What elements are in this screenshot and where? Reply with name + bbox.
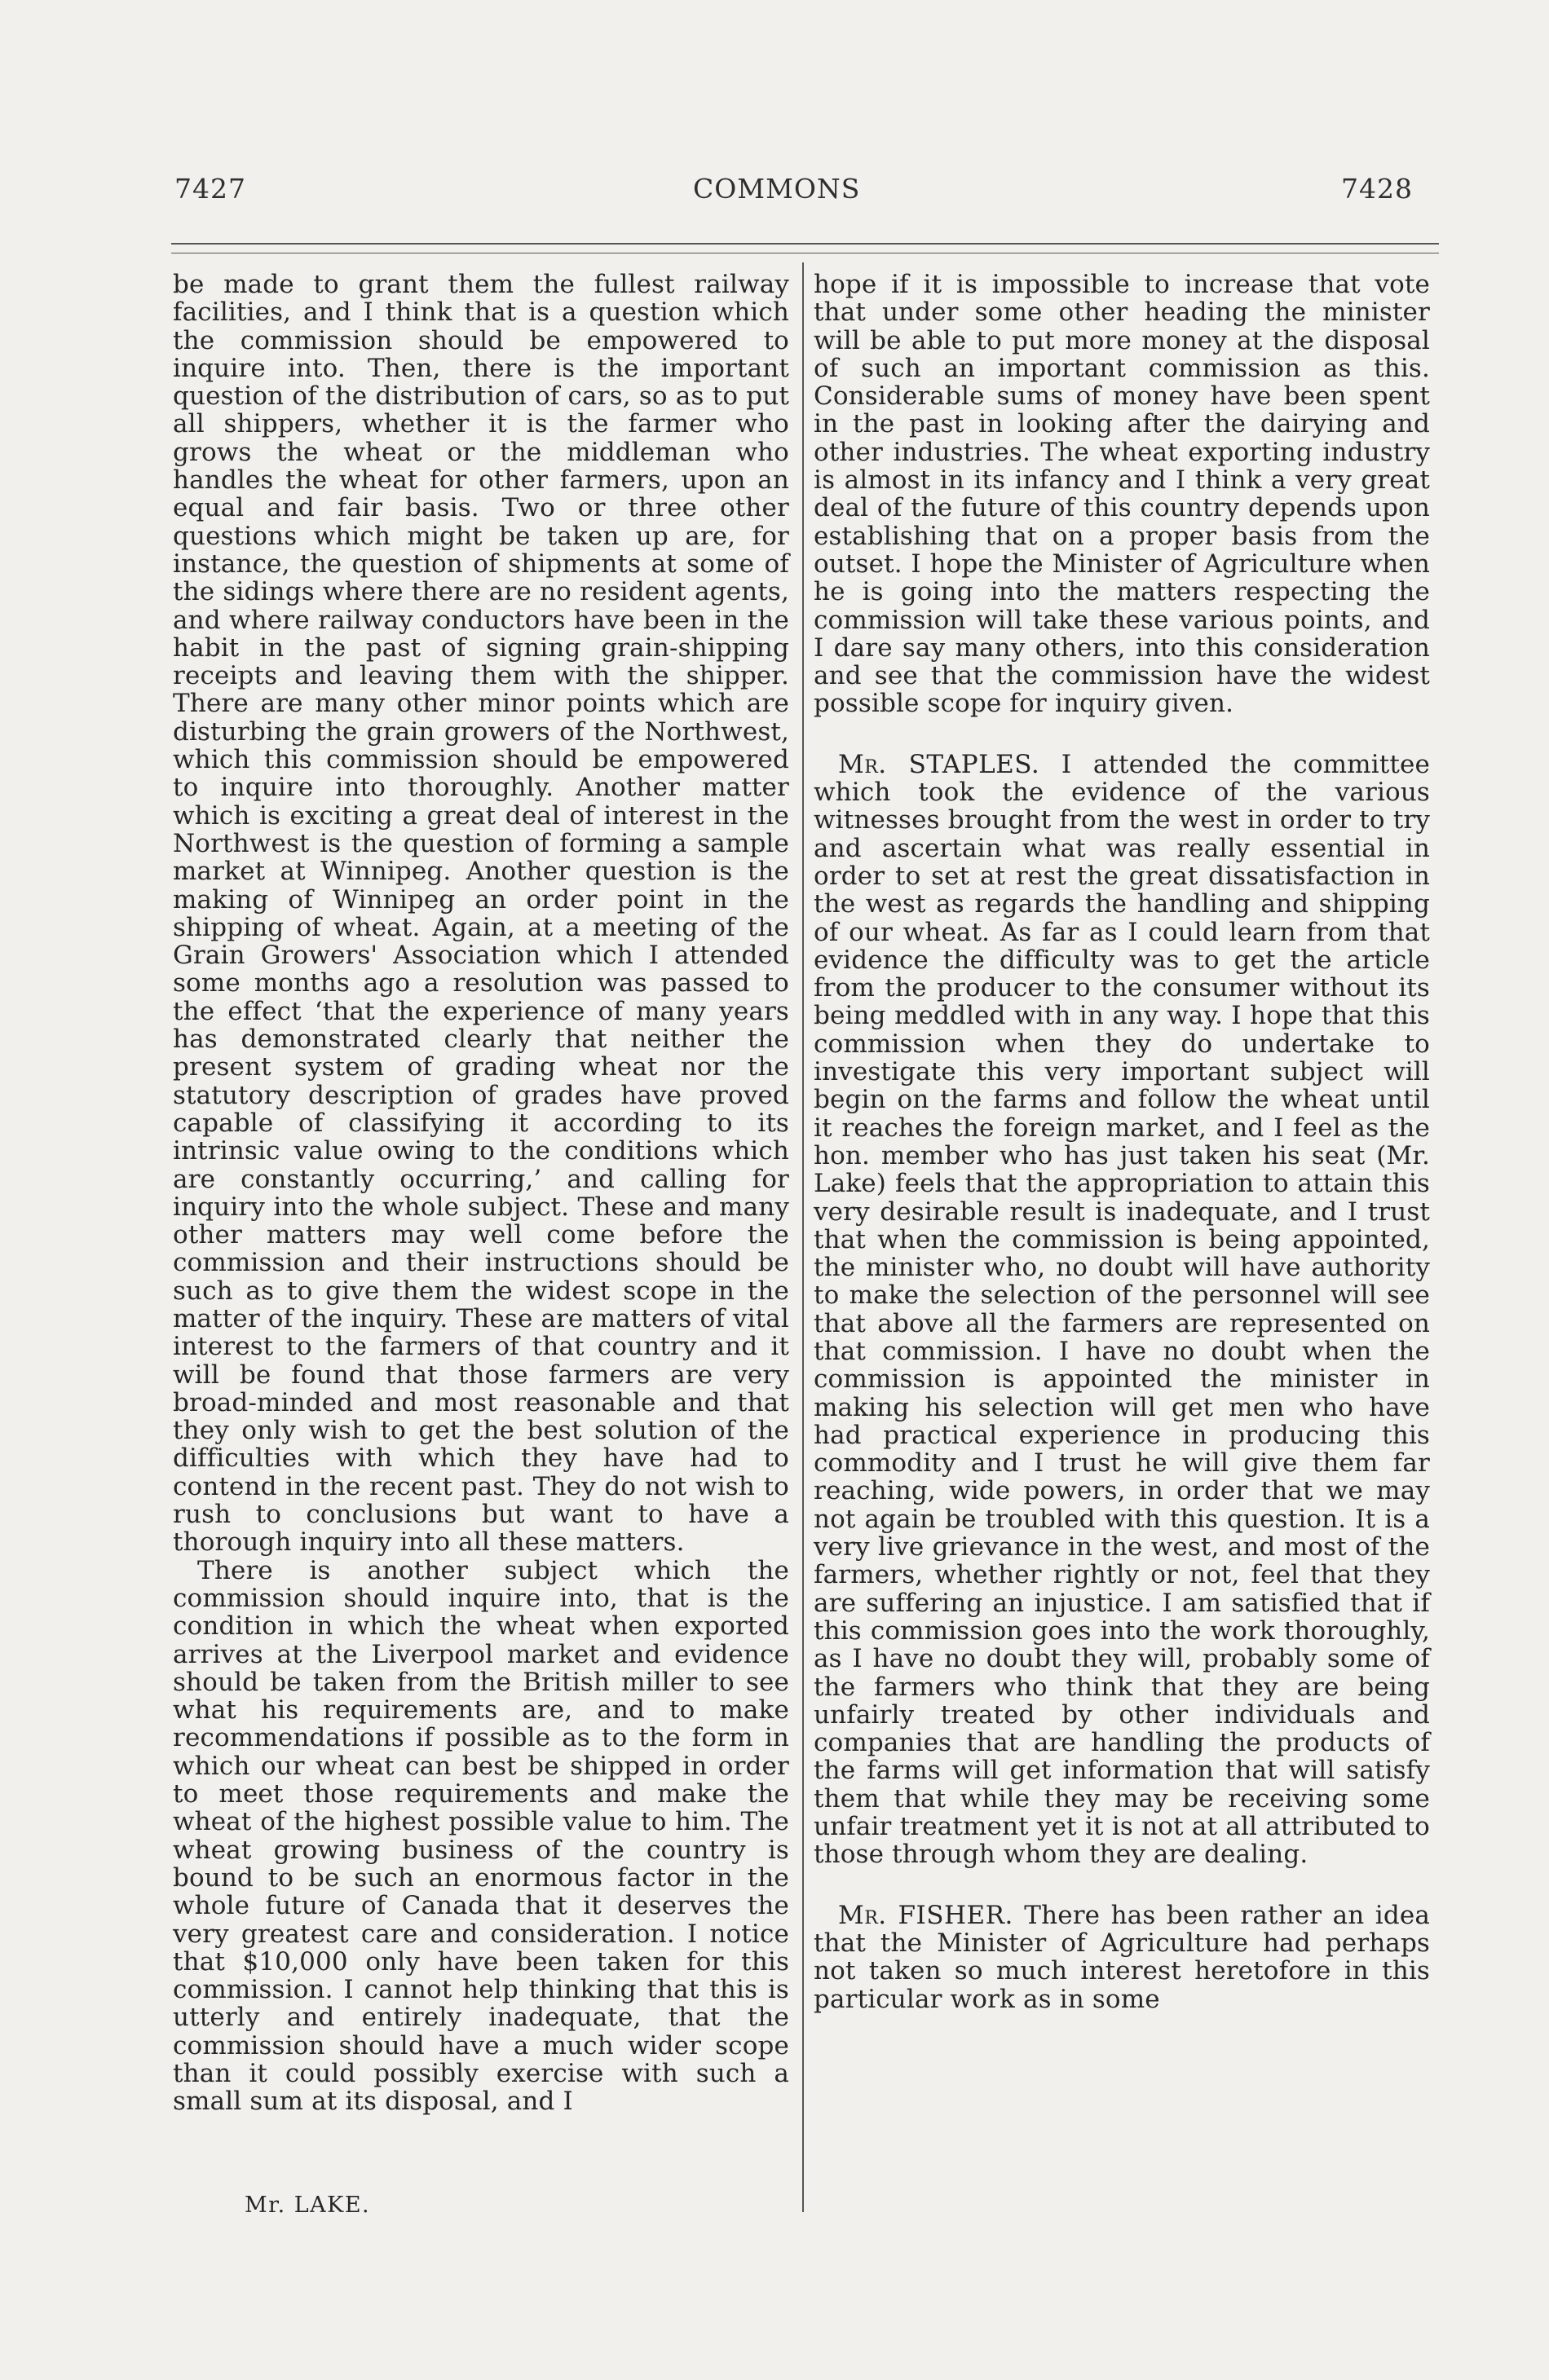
right-column [814, 271, 1430, 2013]
fisher-speech: There has been rather an idea that the Minister of Agriculture had perhaps not taken so much interest heretofore in this particular work as in some [814, 1900, 1430, 2014]
column-divider [802, 262, 804, 2212]
speaker-fisher: Mr. FISHER. [838, 1900, 1013, 1930]
staples-speech: I attended the committee which took the evidence of the various witnesses brought from the west in order to try and ascertain what was really essential in order to set at rest the great dissatisfaction in the west as regards the handling and shipping of our wheat. As far as I could learn from that evidence the difficulty was to get the article from the producer to the consumer without its being meddled with in any way. I hope that this commission when they do undertake to investigate this very important subject will begin on the farms and follow the wheat until it reaches the foreign market, and I feel as the hon. member who has just taken his seat (Mr. Lake) feels that the appropriation to attain this very desirable result is inadequate, and I trust that when the commission is being appointed, the minister who, no doubt will have authority to make the selection of the personnel will see that above all the farmers are represented on that commission. I have no doubt when the commission is appointed the minister in making his selection will get men who have had practical experience in producing this commodity and I trust he will give them far reaching, wide powers, in order that we may not again be troubled with this question. It is a very live grievance in the west, and most of the farmers, whether rightly or not, feel that they are suffering an injustice. I am satisfied that if this commission goes into the work thoroughly, as I have no doubt they will, probably some of the farmers who think that they are being unfairly treated by other individuals and companies that are handling the products of the farms will get information that will satisfy them that while they may be receiving some unfair treatment yet it is not at all attributed to those through whom they are dealing. [814, 749, 1430, 1870]
page-title: COMMONS [693, 173, 861, 205]
right-paragraph-2 [814, 751, 1430, 1869]
header-rule [171, 243, 1439, 245]
left-paragraph-1: be made to grant them the fullest railway facilities, and I think that is a question which the commission should be empowered to inquire into. Then, there is the important question of the distribution of cars, so as to put all shippers, whether it is the farmer who grows the wheat or the middleman who handles the wheat for other farmers, upon an equal and fair basis. Two or three other questions which might be taken up are, for instance, the question of shipments at some of the sidings where there are no resident agents, and where railway conductors have been in the habit in the past of signing grain-shipping receipts and leaving them with the shipper. There are many other minor points which are disturbing the grain growers of the Northwest, which this commission should be empowered to inquire into thoroughly. Another matter which is exciting a great deal of interest in the Northwest is the question of forming a sample market at Winnipeg. Another question is the making of Winnipeg an order point in the shipping of wheat. Again, at a meeting of the Grain Growers' Association which I attended some months ago a resolution was passed to the effect ‘that the experience of many years has demonstrated clearly that neither the present system of grading wheat nor the statutory description of grades have proved capable of classifying it according to its intrinsic value owing to the conditions which are constantly occurring,’ and calling for inquiry into the whole subject. These and many other matters may well come before the commission and their instructions should be such as to give them the widest scope in the matter of the inquiry. These are matters of vital interest to the farmers of that country and it will be found that those farmers are very broad-minded and most reasonable and that they only wish to get the best solution of the difficulties with which they have had to contend in the recent past. They do not wish to rush to conclusions but want to have a thorough inquiry into all these matters. [173, 270, 789, 1558]
left-column [173, 271, 789, 2116]
left-page-number: 7427 [174, 173, 246, 205]
speaker-staples: Mr. STAPLES. [838, 749, 1040, 779]
left-paragraph-2: There is another subject which the commission should inquire into, that is the condition in which the wheat when exported arrives at the Liverpool market and evidence should be taken from the British miller to see what his requirements are, and to make recommendations if possible as to the form in which our wheat can best be shipped in order to meet those requirements and make the wheat of the highest possible value to him. The wheat growing business of the country is bound to be such an enormous factor in the whole future of Canada that it deserves the very greatest care and consideration. I notice that $10,000 only have been taken for this commission. I cannot help thinking that this is utterly and entirely inadequate, that the commission should have a much wider scope than it could possibly exercise with such a small sum at its disposal, and I [173, 1555, 789, 2117]
footer-speaker-note: Mr. LAKE. [245, 2193, 371, 2218]
right-page-number: 7428 [1341, 173, 1413, 205]
right-paragraph-1: hope if it is impossible to increase that vote that under some other heading the minister will be able to put more money at the disposal of such an important commission as this. Considerable sums of money have been spent in the past in looking after the dairying and other industries. The wheat exporting industry is almost in its infancy and I think a very great deal of the future of this country depends upon establishing that on a proper basis from the outset. I hope the Minister of Agriculture when he is going into the matters respecting the commission will take these various points, and I dare say many others, into this consideration and see that the commission have the widest possible scope for inquiry given. [814, 270, 1430, 719]
right-paragraph-3 [814, 1902, 1430, 2013]
